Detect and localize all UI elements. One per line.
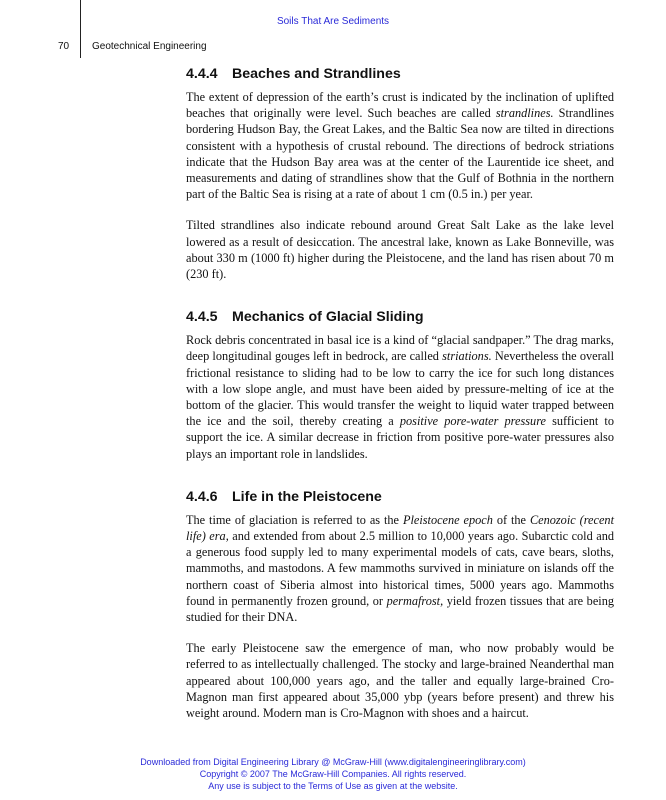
paragraph	[186, 89, 614, 202]
italic-term: striations.	[442, 349, 492, 364]
top-link[interactable]: Soils That Are Sediments	[276, 16, 390, 27]
section-beaches-and-strandlines	[186, 66, 614, 282]
text-run: and extended from about 2.5 million to 10,000 years ago. Subarctic cold and a generous food supply led to many experimental models of cats, cave bears, sloths, mammoths, and mastodons. A few mammoths survived in miniature on islands off the northern coast of Siberia almost into historical times, 5000 years ago. Mammoths found in permanently frozen ground, or	[186, 529, 614, 608]
page-content	[186, 66, 614, 721]
section-mechanics-of-glacial-sliding	[186, 309, 614, 462]
italic-term: Cenozoic (recent life) era,	[186, 512, 614, 544]
section-title: Mechanics of Glacial Sliding	[232, 309, 424, 326]
running-head: Geotechnical Engineering	[92, 41, 207, 52]
footer-terms-line[interactable]: Any use is subject to the Terms of Use as given at the website.	[208, 781, 458, 791]
italic-term: positive pore-water pressure	[399, 414, 546, 429]
text-run: of the	[492, 512, 530, 527]
section-life-in-the-pleistocene	[186, 489, 614, 721]
header-rule	[80, 0, 81, 58]
text-run: The extent of depression of the earth’s crust is indicated by the inclination of uplifted beaches that originally were level. Such beaches are called	[186, 90, 614, 121]
page-number: 70	[58, 41, 70, 52]
footer-copyright-line[interactable]: Copyright © 2007 The McGraw-Hill Companies. All rights reserved.	[199, 769, 467, 779]
paragraph: The early Pleistocene saw the emergence of man, who now probably would be referred to as intellectually challenged. The stocky and large-brained Neanderthal man appeared about 100,000 years ago, and the taller and equally large-brained Cro-Magnon man first appeared about 35,000 ybp (years before present) and threw his weight around. Modern man is Cro-Magnon with shoes and a haircut.	[186, 641, 614, 721]
text-run: The time of glaciation is referred to as the	[186, 512, 403, 527]
text-run: Rock debris concentrated in basal ice is a kind of “glacial sandpaper.” The drag marks, deep longitudinal gouges left in bedrock, are called	[186, 333, 614, 364]
footer-download-line[interactable]: Downloaded from Digital Engineering Library @ McGraw-Hill (www.digitalengineeringlibrary.com)	[140, 757, 526, 767]
italic-term: permafrost,	[386, 593, 444, 608]
section-heading	[186, 66, 614, 82]
paragraph	[186, 512, 614, 625]
section-heading	[186, 489, 614, 505]
section-heading	[186, 309, 614, 325]
text-run: Strandlines bordering Hudson Bay, the Great Lakes, and the Baltic Sea now are tilted in directions consistent with a hypothesis of crustal rebound. The directions of bedrock striations indicate that the Hudson Bay area was at the center of the Laurentide ice sheet, and measurements and dating of strandlines show that the Gulf of Bothnia in the northern part of the Baltic Sea is rising at a rate of about 1 cm (0.5 in.) per year.	[186, 106, 614, 202]
section-title: Beaches and Strandlines	[232, 66, 401, 82]
section-number: 4.4.5	[186, 309, 218, 326]
section-number: 4.4.6	[186, 488, 218, 505]
section-title: Life in the Pleistocene	[232, 488, 382, 505]
italic-term: Pleistocene epoch	[402, 512, 493, 527]
italic-term: strandlines.	[495, 106, 554, 121]
paragraph: Tilted strandlines also indicate rebound around Great Salt Lake as the lake level lowered as a result of desiccation. The ancestral lake, known as Lake Bonneville, was about 330 m (1000 ft) higher during the Pleistocene, and the land has risen about 70 m (230 ft).	[186, 218, 614, 282]
text-run: sufficient to support the ice. A similar decrease in friction from positive pore-water pressures also plays an important role in landslides.	[186, 414, 615, 461]
paragraph	[186, 332, 614, 462]
section-number: 4.4.4	[186, 66, 218, 82]
text-run: yield frozen tissues that are being studied for their DNA.	[186, 593, 614, 625]
text-run: Nevertheless the overall frictional resistance to sliding had to be low to carry the ice for such long distances with a low slope angle, and must have been aided by pressure-melting of ice at the bottom of the glacier. This would transfer the weight to liquid water trapped between the ice and the soil, thereby creating a	[186, 349, 614, 429]
